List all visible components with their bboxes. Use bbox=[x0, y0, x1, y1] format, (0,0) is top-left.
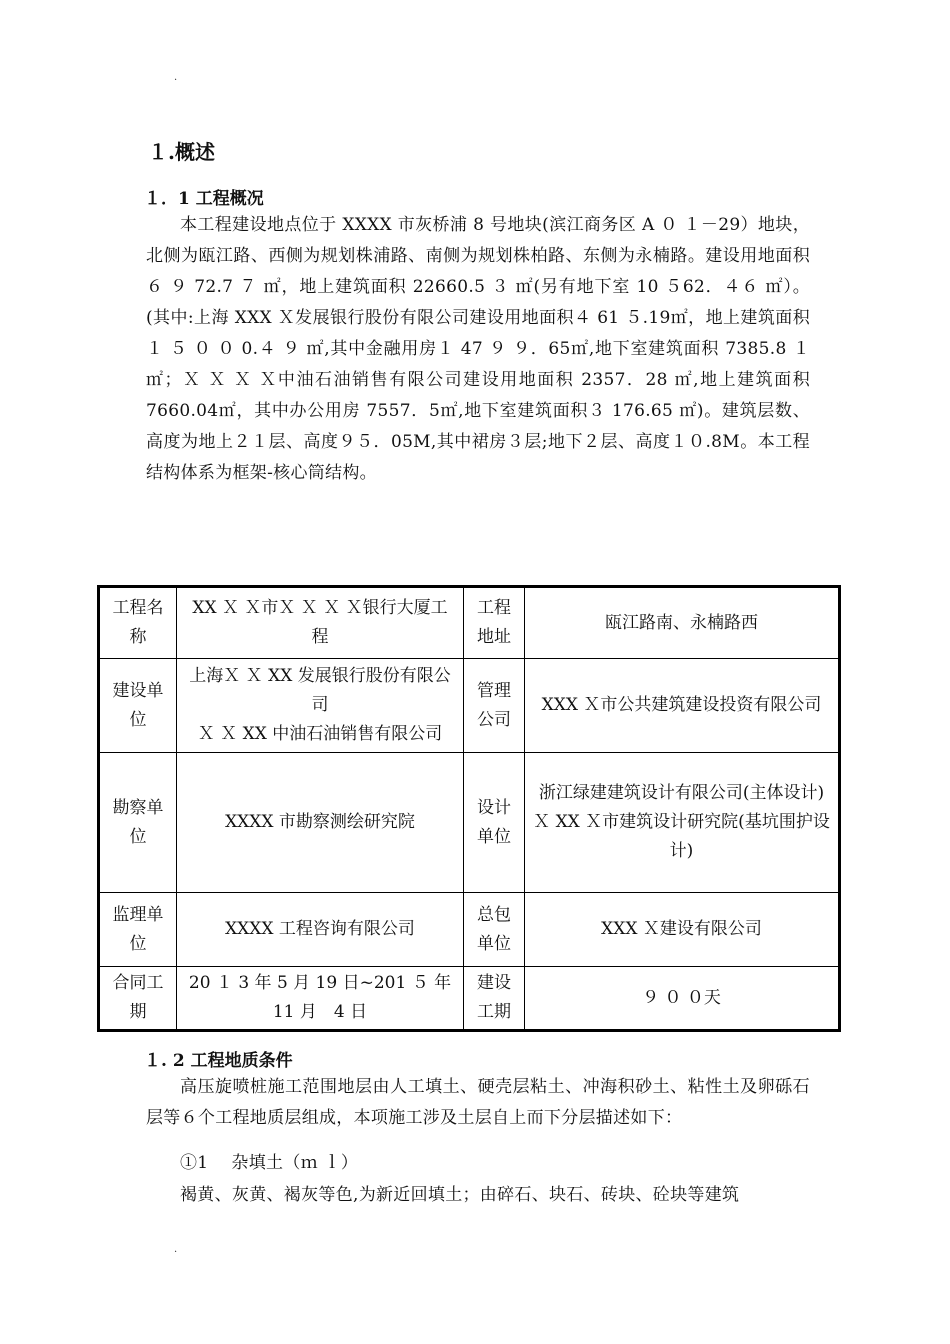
table-row bbox=[99, 753, 840, 893]
table-label: 管理公司 bbox=[464, 659, 525, 753]
page-marker-top: . bbox=[174, 72, 178, 83]
table-value: 瓯江路南、永楠路西 bbox=[525, 587, 840, 659]
table-value: ９ ０ ０天 bbox=[525, 967, 840, 1031]
table-value: XX Ｘ Ｘ市Ｘ Ｘ Ｘ Ｘ银行大厦工程 bbox=[177, 587, 464, 659]
table-value-line: Ｘ Ｘ XX 中油石油销售有限公司 bbox=[197, 724, 443, 744]
table-value-line: Ｘ XX Ｘ市建筑设计研究院(基坑围护设计) bbox=[533, 812, 830, 861]
table-value: XXX Ｘ市公共建筑建设投资有限公司 bbox=[525, 659, 840, 753]
table-row bbox=[99, 893, 840, 967]
project-overview-paragraph: 本工程建设地点位于 XXXX 市灰桥浦 8 号地块(滨江商务区 A ０ １－29）地块，北侧为瓯江路、西侧为规划株浦路、南侧为规划株柏路、东侧为永楠路。建设用地面积６ ９ 72.7 ７ ㎡，地上建筑面积 22660.5 ３ ㎡(另有地下室 10 ５62．４６ ㎡）。(其中:上海 XXX Ｘ发展银行股份有限公司建设用地面积４ 61 ５.19㎡，地上建筑面积１ ５ ０ ０ 0.４ ９ ㎡,其中金融用房１ 47 ９ ９．65㎡,地下室建筑面积 7385.8 １ ㎡；Ｘ Ｘ Ｘ Ｘ中油石油销售有限公司建设用地面积 2357．28 ㎡,地上建筑面积 7660.04㎡，其中办公用房 7557．5㎡,地下室建筑面积３ 176.65 ㎡)。建筑层数、高度为地上２１层、高度９５．05M,其中裙房３层;地下２层、高度１０.8M。本工程结构体系为框架-核心筒结构。 bbox=[146, 215, 810, 483]
table-row bbox=[99, 659, 840, 753]
table-label: 合同工期 bbox=[99, 967, 177, 1031]
soil-layer-description: 褐黄、灰黄、褐灰等色,为新近回填土；由碎石、块石、砖块、砼块等建筑 bbox=[180, 1185, 740, 1205]
section-title: １.概述 bbox=[148, 140, 215, 164]
table-label: 监理单位 bbox=[99, 893, 177, 967]
page-marker-bottom: . bbox=[174, 1244, 178, 1255]
table-value bbox=[525, 753, 840, 893]
table-label: 总包单位 bbox=[464, 893, 525, 967]
table-label: 工程地址 bbox=[464, 587, 525, 659]
table-label: 设计单位 bbox=[464, 753, 525, 893]
table-value-line: 上海Ｘ Ｘ XX 发展银行股份有限公司 bbox=[189, 666, 451, 715]
subsection-title-project-overview: １．1 工程概况 bbox=[144, 189, 264, 209]
table-row bbox=[99, 967, 840, 1031]
table-value-line: 浙江绿建建筑设计有限公司(主体设计) bbox=[538, 783, 825, 803]
table-value: XXXX 工程咨询有限公司 bbox=[177, 893, 464, 967]
table-value: XXX Ｘ建设有限公司 bbox=[525, 893, 840, 967]
soil-layer-heading: ①1 杂填土（ｍ ｌ） bbox=[180, 1153, 359, 1173]
table-label: 建设单位 bbox=[99, 659, 177, 753]
table-value: XXXX 市勘察测绘研究院 bbox=[177, 753, 464, 893]
table-label: 勘察单位 bbox=[99, 753, 177, 893]
table-row bbox=[99, 587, 840, 659]
table-label: 工程名称 bbox=[99, 587, 177, 659]
subsection-title-geology: １. 2 工程地质条件 bbox=[144, 1051, 293, 1071]
project-info-table bbox=[97, 585, 841, 1032]
table-value: 20 １ 3 年 5 月 19 日~201 ５ 年 11 月 4 日 bbox=[177, 967, 464, 1031]
table-value bbox=[177, 659, 464, 753]
table-label: 建设工期 bbox=[464, 967, 525, 1031]
geology-paragraph: 高压旋喷桩施工范围地层由人工填土、硬壳层粘土、冲海积砂土、粘性土及卵砾石层等６个工程地质层组成，本项施工涉及土层自上而下分层描述如下： bbox=[146, 1077, 810, 1128]
